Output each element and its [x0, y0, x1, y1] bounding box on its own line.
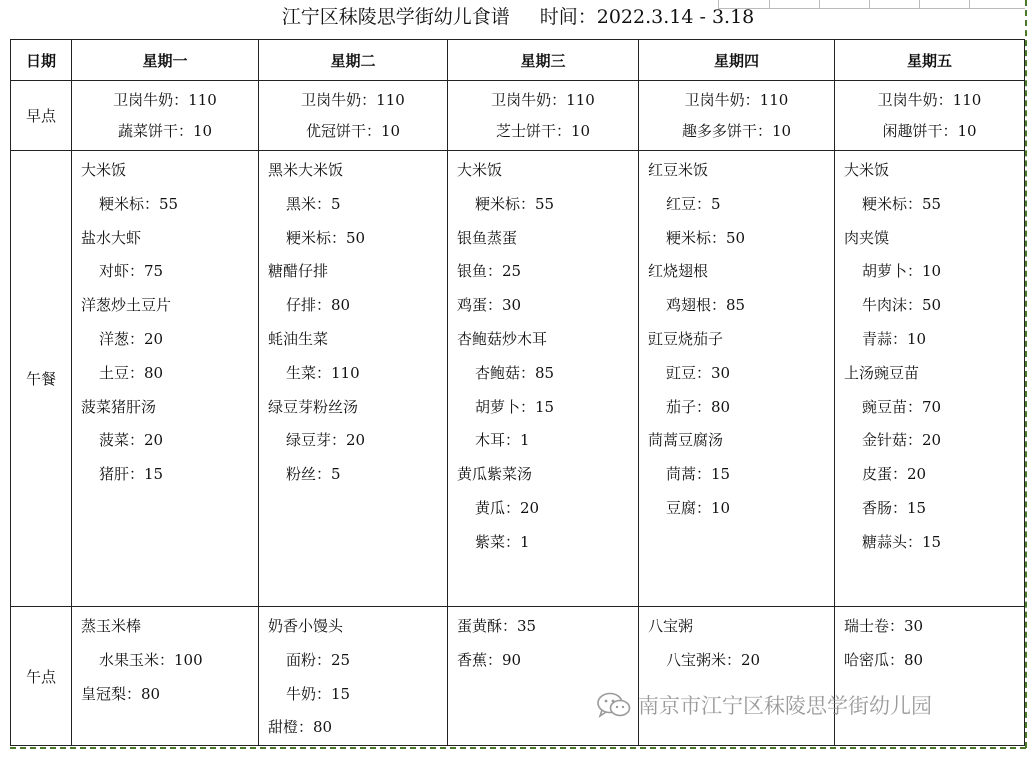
ingredient-line: 青蒜：10: [862, 329, 927, 348]
dish-line: 蛋黄酥：35: [457, 617, 537, 635]
ingredient-line: 金针菇：20: [862, 431, 942, 450]
lunch-label: 午餐: [11, 151, 72, 607]
ingredient-line: 茄子：80: [666, 397, 731, 416]
dashed-frame-right: [1025, 0, 1027, 748]
header-tuesday: 星期二: [259, 40, 448, 81]
ingredient-line: 生菜：110: [286, 363, 360, 382]
dish-line: 甜橙：80: [268, 718, 333, 737]
header-wednesday: 星期三: [448, 40, 639, 81]
dish-line: 红烧翅根: [648, 262, 709, 281]
lunch-wednesday: [448, 151, 639, 607]
dish-line: 茼蒿豆腐汤: [648, 431, 724, 450]
dish-line: 蚝油生菜: [268, 329, 329, 348]
dish-line: 大米饭: [844, 161, 890, 179]
ingredient-line: 茼蒿：15: [666, 465, 731, 484]
dish-line: 皇冠梨：80: [81, 684, 161, 703]
wechat-icon: [596, 691, 632, 719]
breakfast-label: 早点: [11, 81, 72, 151]
ingredient-line: 土豆：80: [99, 363, 164, 382]
ingredient-line: 八宝粥米：20: [666, 650, 761, 669]
dish-line: 黄瓜紫菜汤: [457, 465, 533, 484]
breakfast-item: 优冠饼干：10: [305, 121, 401, 140]
dish-line: 黑米大米饭: [268, 161, 344, 179]
ingredient-line: 香肠：15: [862, 498, 927, 517]
snack-monday: [72, 607, 259, 746]
title-main: 江宁区秣陵思学街幼儿食谱: [281, 6, 510, 28]
dish-line: 盐水大虾: [81, 228, 142, 247]
ingredient-line: 粳米标：50: [286, 228, 366, 247]
page-title: [0, 0, 1036, 34]
dish-line: 菠菜猪肝汤: [81, 397, 157, 416]
ingredient-line: 紫菜：1: [475, 532, 530, 551]
breakfast-wednesday: [448, 81, 639, 151]
dish-line: 香蕉：90: [457, 650, 522, 669]
breakfast-friday: [835, 81, 1025, 151]
header-friday: 星期五: [835, 40, 1025, 81]
dashed-frame-bottom: [10, 747, 1026, 749]
ingredient-line: 粳米标：55: [862, 194, 942, 213]
dish-line: 鸡蛋：30: [457, 296, 522, 315]
snack-row: [11, 607, 1025, 746]
dish-line: 蒸玉米棒: [81, 617, 142, 635]
ingredient-line: 猪肝：15: [99, 465, 164, 484]
ingredient-line: 胡萝卜：15: [475, 397, 555, 416]
lunch-friday: [835, 151, 1025, 607]
ingredient-line: 粳米标：55: [475, 194, 555, 213]
ingredient-line: 豇豆：30: [666, 363, 731, 382]
ingredient-line: 鸡翅根：85: [666, 296, 746, 315]
breakfast-tuesday: [259, 81, 448, 151]
dish-line: 八宝粥: [648, 617, 694, 635]
snack-tuesday: [259, 607, 448, 746]
header-row: [11, 40, 1025, 81]
ingredient-line: 黄瓜：20: [475, 498, 540, 517]
header-thursday: 星期四: [639, 40, 835, 81]
breakfast-row: [11, 81, 1025, 151]
dish-line: 糖醋仔排: [268, 262, 329, 281]
breakfast-item: 蔬菜饼干：10: [117, 121, 213, 140]
breakfast-item: 卫岗牛奶：110: [684, 90, 789, 109]
ingredient-line: 杏鲍菇：85: [475, 363, 555, 382]
ingredient-line: 对虾：75: [99, 262, 164, 281]
menu-table: [10, 39, 1025, 746]
breakfast-item: 趣多多饼干：10: [681, 121, 792, 140]
dish-line: 豇豆烧茄子: [648, 329, 724, 348]
ingredient-line: 菠菜：20: [99, 431, 164, 450]
lunch-thursday: [639, 151, 835, 607]
breakfast-item: 卫岗牛奶：110: [877, 90, 982, 109]
ingredient-line: 水果玉米：100: [99, 650, 203, 669]
breakfast-item: 芝士饼干：10: [495, 121, 591, 140]
breakfast-item: 卫岗牛奶：110: [301, 90, 405, 109]
ingredient-line: 糖蒜头：15: [862, 532, 942, 551]
ingredient-line: 豌豆苗：70: [862, 397, 942, 416]
lunch-row: [11, 151, 1025, 607]
dish-line: 洋葱炒土豆片: [81, 296, 172, 315]
ingredient-line: 牛奶：15: [286, 684, 351, 703]
dish-line: 哈密瓜：80: [844, 650, 924, 669]
ingredient-line: 洋葱：20: [99, 329, 164, 348]
ingredient-line: 黑米：5: [286, 194, 341, 213]
ingredient-line: 绿豆芽：20: [286, 431, 366, 450]
ingredient-line: 皮蛋：20: [862, 465, 927, 484]
breakfast-monday: [72, 81, 259, 151]
dish-line: 杏鲍菇炒木耳: [457, 329, 548, 348]
dish-line: 银鱼蒸蛋: [457, 228, 518, 247]
ingredient-line: 粉丝：5: [286, 465, 341, 484]
dish-line: 红豆米饭: [648, 161, 709, 179]
dish-line: 奶香小馒头: [268, 617, 344, 635]
ingredient-line: 豆腐：10: [666, 498, 731, 517]
breakfast-item: 卫岗牛奶：110: [491, 90, 595, 109]
watermark: [596, 688, 932, 722]
dish-line: 大米饭: [81, 161, 127, 179]
header-monday: 星期一: [72, 40, 259, 81]
ingredient-line: 木耳：1: [475, 431, 530, 450]
dish-line: 肉夹馍: [844, 228, 890, 247]
header-date: 日期: [11, 40, 72, 81]
breakfast-thursday: [639, 81, 835, 151]
dish-line: 上汤豌豆苗: [844, 363, 920, 382]
breakfast-item: 闲趣饼干：10: [882, 121, 977, 140]
dish-line: 绿豆芽粉丝汤: [268, 397, 359, 416]
title-time-label: 时间：: [539, 6, 597, 28]
dish-line: 瑞士卷：30: [844, 617, 924, 635]
ingredient-line: 红豆：5: [666, 194, 721, 213]
snack-wednesday: [448, 607, 639, 746]
ingredient-line: 粳米标：55: [99, 194, 179, 213]
ingredient-line: 牛肉沫：50: [862, 296, 942, 315]
ingredient-line: 粳米标：50: [666, 228, 746, 247]
title-time-value: 2022.3.14 - 3.18: [596, 6, 755, 28]
snack-thursday: [639, 607, 835, 746]
dish-line: 大米饭: [457, 161, 503, 179]
ingredient-line: 面粉：25: [286, 650, 351, 669]
ingredient-line: 仔排：80: [286, 296, 351, 315]
dish-line: 银鱼：25: [457, 262, 522, 281]
lunch-monday: [72, 151, 259, 607]
snack-label: 午点: [11, 607, 72, 746]
watermark-text: 南京市江宁区秣陵思学街幼儿园: [638, 694, 932, 718]
lunch-tuesday: [259, 151, 448, 607]
breakfast-item: 卫岗牛奶：110: [113, 90, 217, 109]
ingredient-line: 胡萝卜：10: [862, 262, 942, 281]
snack-friday: [835, 607, 1025, 746]
